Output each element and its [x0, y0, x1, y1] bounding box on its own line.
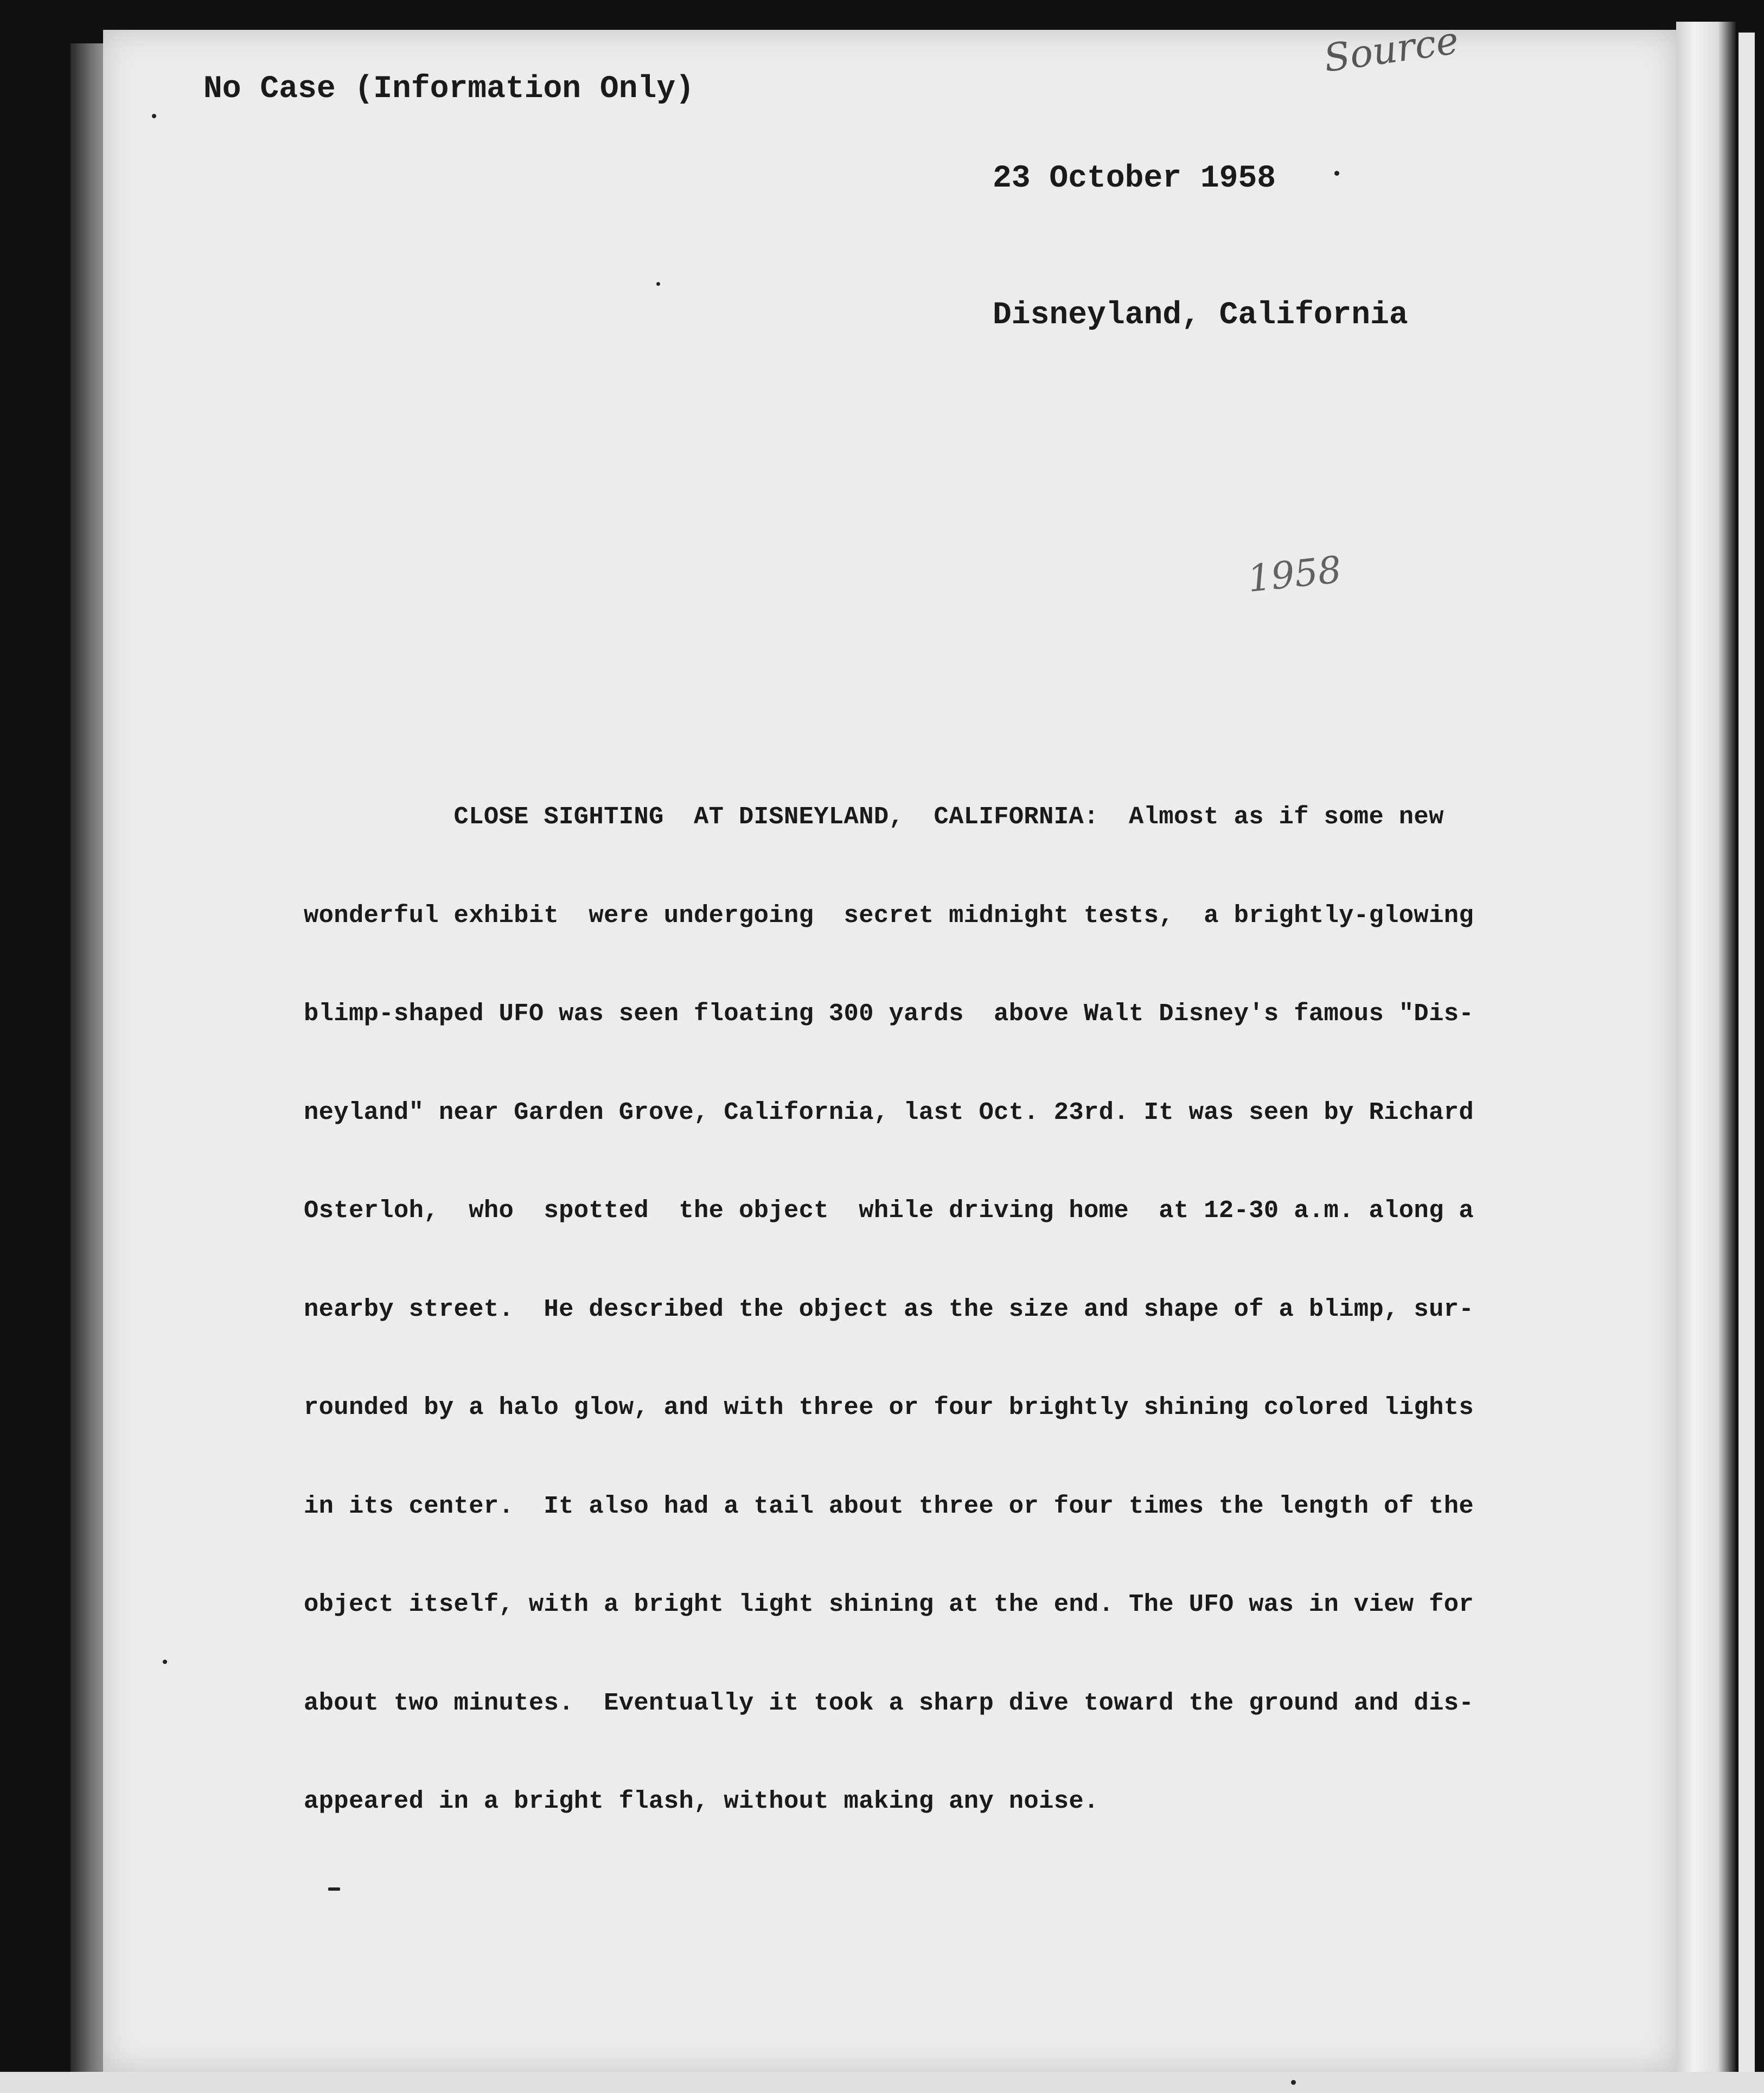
report-body — [304, 735, 1606, 1851]
dust-speck — [1291, 2080, 1296, 2085]
report-date: 23 October 1958 — [993, 161, 1276, 196]
body-line: rounded by a halo glow, and with three or four brightly shining colored lights — [304, 1393, 1474, 1422]
report-location: Disneyland, California — [993, 298, 1408, 333]
handwritten-source-note: Source — [1321, 18, 1461, 81]
body-line: object itself, with a bright light shining at the end. The UFO was in view for — [304, 1590, 1474, 1618]
body-line: blimp-shaped UFO was seen floating 300 yards above Walt Disney's famous "Dis- — [304, 1000, 1474, 1028]
header-date-location — [993, 65, 1408, 384]
body-line: wonderful exhibit were undergoing secret midnight tests, a brightly-glowing — [304, 901, 1474, 930]
dust-speck — [328, 1887, 340, 1891]
body-line: appeared in a bright flash, without making any noise. — [304, 1787, 1099, 1815]
dust-speck — [152, 114, 156, 118]
handwritten-year-note: 1958 — [1245, 548, 1344, 601]
right-edge — [1676, 22, 1736, 2083]
case-label: No Case (Information Only) — [203, 72, 694, 107]
body-line: about two minutes. Eventually it took a sharp dive toward the ground and dis- — [304, 1688, 1474, 1717]
bottom-strip — [0, 2072, 1764, 2093]
right-strip — [1739, 33, 1755, 2083]
body-line: nearby street. He described the object as the size and shape of a blimp, sur- — [304, 1295, 1474, 1323]
dust-speck — [656, 282, 660, 286]
body-line: Osterloh, who spotted the object while driving home at 12-30 a.m. along a — [304, 1196, 1474, 1225]
body-line: neyland" near Garden Grove, California, last Oct. 23rd. It was seen by Richard — [304, 1098, 1474, 1126]
body-line: in its center. It also had a tail about three or four times the length of the — [304, 1492, 1474, 1520]
dust-speck — [163, 1660, 167, 1664]
body-line: CLOSE SIGHTING AT DISNEYLAND, CALIFORNIA: Almost as if some new — [304, 803, 1444, 831]
dust-speck — [1334, 171, 1339, 176]
